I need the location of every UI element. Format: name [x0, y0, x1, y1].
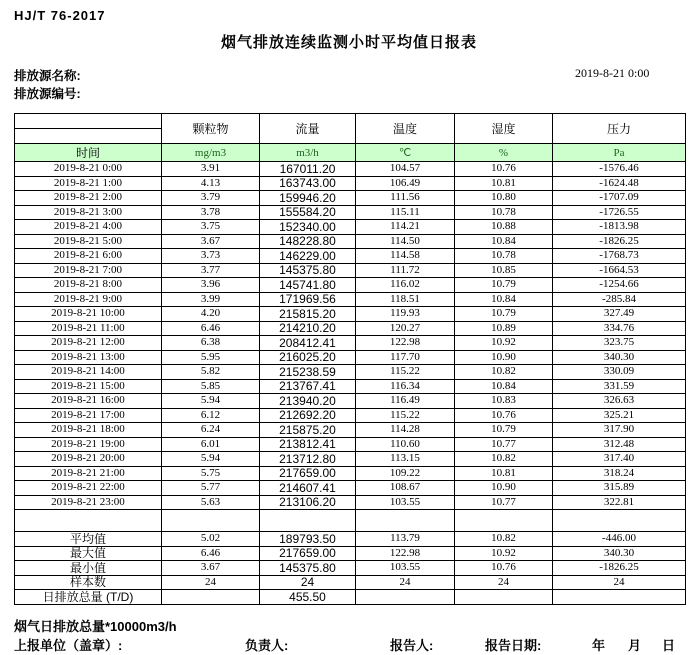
table-cell: 114.58	[356, 249, 455, 264]
table-cell: 208412.41	[260, 336, 356, 351]
year-label: 年	[592, 638, 606, 653]
table-cell: 10.79	[455, 278, 553, 293]
table-cell: -1826.25	[553, 234, 686, 249]
report-table-header	[15, 114, 686, 162]
unit-pressure: Pa	[553, 144, 686, 162]
report-table	[14, 113, 686, 605]
table-cell: 115.11	[356, 205, 455, 220]
spacer-body	[15, 510, 686, 532]
table-cell: 2019-8-21 10:00	[15, 307, 162, 322]
table-cell: -285.84	[553, 292, 686, 307]
table-cell: 10.85	[455, 263, 553, 278]
table-cell: 317.90	[553, 423, 686, 438]
table-cell: 5.02	[162, 532, 260, 547]
emission-source-name-label: 排放源名称:	[14, 69, 81, 83]
table-cell: 340.30	[553, 350, 686, 365]
table-cell: 189793.50	[260, 532, 356, 547]
table-cell: -1707.09	[553, 191, 686, 206]
table-cell: 10.89	[455, 321, 553, 336]
table-cell: 4.20	[162, 307, 260, 322]
table-cell: 330.09	[553, 365, 686, 380]
table-cell: -446.00	[553, 532, 686, 547]
table-cell: 2019-8-21 9:00	[15, 292, 162, 307]
hourly-data-row	[15, 292, 686, 307]
table-cell: 327.49	[553, 307, 686, 322]
empty-cell	[455, 510, 553, 532]
table-cell: 5.75	[162, 466, 260, 481]
signature-line	[0, 635, 698, 653]
table-cell: 2019-8-21 23:00	[15, 495, 162, 510]
table-cell: 6.12	[162, 408, 260, 423]
table-cell: 2019-8-21 4:00	[15, 220, 162, 235]
month-label: 月	[628, 638, 642, 653]
page-title: 烟气排放连续监测小时平均值日报表	[220, 34, 477, 51]
table-cell: 3.67	[162, 561, 260, 576]
table-cell: 10.83	[455, 394, 553, 409]
table-cell: 116.34	[356, 379, 455, 394]
table-cell: -1624.48	[553, 176, 686, 191]
table-cell: 10.81	[455, 466, 553, 481]
table-cell: 113.15	[356, 452, 455, 467]
header-empty-cell	[15, 129, 162, 144]
table-cell: 10.81	[455, 176, 553, 191]
table-cell: 155584.20	[260, 205, 356, 220]
table-cell: 110.60	[356, 437, 455, 452]
table-cell: 212692.20	[260, 408, 356, 423]
emission-source-code-label: 排放源编号:	[14, 87, 81, 101]
table-cell: 10.76	[455, 561, 553, 576]
empty-cell	[15, 510, 162, 532]
table-cell: 10.80	[455, 191, 553, 206]
table-cell: -1768.73	[553, 249, 686, 264]
table-cell: 10.79	[455, 307, 553, 322]
table-cell: 日排放总量 (T/D)	[15, 590, 162, 605]
table-cell: 340.30	[553, 546, 686, 561]
table-cell: 2019-8-21 11:00	[15, 321, 162, 336]
table-cell: 103.55	[356, 495, 455, 510]
table-cell: 2019-8-21 22:00	[15, 481, 162, 496]
table-cell: 145375.80	[260, 263, 356, 278]
table-cell: 2019-8-21 15:00	[15, 379, 162, 394]
empty-cell	[553, 510, 686, 532]
hourly-data-row	[15, 191, 686, 206]
table-cell: 24	[553, 575, 686, 590]
table-cell: 5.77	[162, 481, 260, 496]
report-datetime: 2019-8-21 0:00	[575, 66, 650, 80]
table-cell: 217659.00	[260, 546, 356, 561]
table-cell: 3.79	[162, 191, 260, 206]
table-cell: 6.38	[162, 336, 260, 351]
table-cell: 24	[356, 575, 455, 590]
table-cell: -1254.66	[553, 278, 686, 293]
hourly-data-row	[15, 162, 686, 177]
table-cell: 115.22	[356, 365, 455, 380]
table-cell: 5.63	[162, 495, 260, 510]
column-header-flow: 流量	[260, 114, 356, 144]
unit-pm: mg/m3	[162, 144, 260, 162]
table-cell	[553, 590, 686, 605]
unit-flow: m3/h	[260, 144, 356, 162]
table-cell: 24	[455, 575, 553, 590]
table-cell: -1726.55	[553, 205, 686, 220]
table-cell: 10.92	[455, 546, 553, 561]
table-cell: 2019-8-21 17:00	[15, 408, 162, 423]
summary-row	[15, 561, 686, 576]
table-cell: 2019-8-21 1:00	[15, 176, 162, 191]
table-cell: 104.57	[356, 162, 455, 177]
hourly-data-row	[15, 321, 686, 336]
table-cell: 116.02	[356, 278, 455, 293]
table-cell: 6.24	[162, 423, 260, 438]
day-label: 日	[662, 638, 676, 653]
column-header-pm: 颗粒物	[162, 114, 260, 144]
table-cell	[455, 590, 553, 605]
table-cell: 214607.41	[260, 481, 356, 496]
table-cell: 2019-8-21 14:00	[15, 365, 162, 380]
table-cell: 145375.80	[260, 561, 356, 576]
table-cell: 3.99	[162, 292, 260, 307]
table-cell: 3.78	[162, 205, 260, 220]
units-row	[15, 144, 686, 162]
table-cell: 10.84	[455, 379, 553, 394]
table-cell: 24	[260, 575, 356, 590]
table-cell: 214210.20	[260, 321, 356, 336]
hourly-data-row	[15, 234, 686, 249]
table-cell: 322.81	[553, 495, 686, 510]
table-cell: 312.48	[553, 437, 686, 452]
table-cell: 318.24	[553, 466, 686, 481]
table-cell: 213812.41	[260, 437, 356, 452]
table-cell: 323.75	[553, 336, 686, 351]
table-cell: 2019-8-21 13:00	[15, 350, 162, 365]
table-cell: 3.75	[162, 220, 260, 235]
table-cell: 115.22	[356, 408, 455, 423]
table-cell: 3.91	[162, 162, 260, 177]
table-cell: 331.59	[553, 379, 686, 394]
summary-row	[15, 590, 686, 605]
table-cell: 159946.20	[260, 191, 356, 206]
table-cell: 2019-8-21 2:00	[15, 191, 162, 206]
responsible-person-label: 负责人:	[245, 638, 289, 653]
hourly-data-row	[15, 481, 686, 496]
report-unit-label: 上报单位（盖章）:	[14, 638, 123, 653]
table-cell: 5.94	[162, 452, 260, 467]
table-cell: 146229.00	[260, 249, 356, 264]
table-cell: 163743.00	[260, 176, 356, 191]
summary-row	[15, 546, 686, 561]
table-cell: 4.13	[162, 176, 260, 191]
table-cell: 109.22	[356, 466, 455, 481]
table-cell: 216025.20	[260, 350, 356, 365]
empty-cell	[162, 510, 260, 532]
table-cell: 2019-8-21 3:00	[15, 205, 162, 220]
table-cell: 122.98	[356, 336, 455, 351]
header-empty-cell	[15, 114, 162, 129]
hourly-data-row	[15, 278, 686, 293]
hourly-data-row	[15, 394, 686, 409]
column-header-temperature: 温度	[356, 114, 455, 144]
table-cell: 10.76	[455, 408, 553, 423]
table-cell: 114.21	[356, 220, 455, 235]
table-cell: 455.50	[260, 590, 356, 605]
table-cell: 167011.20	[260, 162, 356, 177]
hourly-data-row	[15, 365, 686, 380]
table-cell: 111.72	[356, 263, 455, 278]
table-cell: 118.51	[356, 292, 455, 307]
table-cell: 2019-8-21 20:00	[15, 452, 162, 467]
table-cell: 2019-8-21 19:00	[15, 437, 162, 452]
table-cell: 2019-8-21 8:00	[15, 278, 162, 293]
hourly-data-body	[15, 162, 686, 510]
table-cell: 2019-8-21 7:00	[15, 263, 162, 278]
table-cell: 6.46	[162, 546, 260, 561]
table-cell: 317.40	[553, 452, 686, 467]
hourly-data-row	[15, 205, 686, 220]
table-cell: 106.49	[356, 176, 455, 191]
table-cell: 6.46	[162, 321, 260, 336]
hourly-data-row	[15, 220, 686, 235]
table-cell: 24	[162, 575, 260, 590]
unit-humidity: %	[455, 144, 553, 162]
table-cell: 10.90	[455, 350, 553, 365]
hourly-data-row	[15, 336, 686, 351]
table-cell: 152340.00	[260, 220, 356, 235]
hourly-data-row	[15, 408, 686, 423]
unit-temperature: ℃	[356, 144, 455, 162]
summary-row	[15, 532, 686, 547]
table-cell: 2019-8-21 0:00	[15, 162, 162, 177]
table-cell: 113.79	[356, 532, 455, 547]
hourly-data-row	[15, 379, 686, 394]
table-cell: 10.78	[455, 249, 553, 264]
time-column-header: 时间	[15, 144, 162, 162]
table-cell: 2019-8-21 18:00	[15, 423, 162, 438]
table-cell: 215875.20	[260, 423, 356, 438]
table-cell: 10.79	[455, 423, 553, 438]
table-cell: 3.67	[162, 234, 260, 249]
table-cell: 2019-8-21 16:00	[15, 394, 162, 409]
table-cell: 108.67	[356, 481, 455, 496]
table-cell: 114.50	[356, 234, 455, 249]
column-header-pressure: 压力	[553, 114, 686, 144]
hourly-data-row	[15, 307, 686, 322]
summary-body	[15, 532, 686, 605]
table-cell: 122.98	[356, 546, 455, 561]
table-cell: 215815.20	[260, 307, 356, 322]
table-cell: 10.77	[455, 437, 553, 452]
table-cell: 2019-8-21 12:00	[15, 336, 162, 351]
table-cell: -1664.53	[553, 263, 686, 278]
table-cell: 6.01	[162, 437, 260, 452]
table-cell: 148228.80	[260, 234, 356, 249]
table-cell: 10.84	[455, 234, 553, 249]
table-cell: 325.21	[553, 408, 686, 423]
hourly-data-row	[15, 423, 686, 438]
table-cell: 111.56	[356, 191, 455, 206]
hourly-data-row	[15, 452, 686, 467]
table-cell: 5.95	[162, 350, 260, 365]
table-cell: 119.93	[356, 307, 455, 322]
table-cell: 2019-8-21 5:00	[15, 234, 162, 249]
table-cell: 2019-8-21 6:00	[15, 249, 162, 264]
table-cell: 样本数	[15, 575, 162, 590]
table-cell	[162, 590, 260, 605]
table-cell: 10.76	[455, 162, 553, 177]
reporter-label: 报告人:	[390, 638, 434, 653]
table-cell: 10.88	[455, 220, 553, 235]
table-cell: 213106.20	[260, 495, 356, 510]
table-cell: -1813.98	[553, 220, 686, 235]
hourly-data-row	[15, 263, 686, 278]
table-cell: 3.77	[162, 263, 260, 278]
table-cell: -1576.46	[553, 162, 686, 177]
table-cell: 315.89	[553, 481, 686, 496]
empty-cell	[260, 510, 356, 532]
column-header-humidity: 湿度	[455, 114, 553, 144]
hourly-data-row	[15, 176, 686, 191]
table-cell: 10.82	[455, 452, 553, 467]
hourly-data-row	[15, 437, 686, 452]
table-cell: 最大值	[15, 546, 162, 561]
table-cell: 120.27	[356, 321, 455, 336]
table-cell: 5.94	[162, 394, 260, 409]
table-cell: 10.92	[455, 336, 553, 351]
table-cell: 10.84	[455, 292, 553, 307]
table-cell: 145741.80	[260, 278, 356, 293]
table-cell: 10.78	[455, 205, 553, 220]
table-cell: 117.70	[356, 350, 455, 365]
header-row-top	[15, 114, 686, 129]
table-cell: 213712.80	[260, 452, 356, 467]
empty-cell	[356, 510, 455, 532]
table-cell: 213940.20	[260, 394, 356, 409]
table-cell: 213767.41	[260, 379, 356, 394]
table-cell: 217659.00	[260, 466, 356, 481]
table-cell: 平均值	[15, 532, 162, 547]
table-cell: 103.55	[356, 561, 455, 576]
table-cell: 最小值	[15, 561, 162, 576]
standard-number: HJ/T 76-2017	[14, 8, 106, 23]
table-cell: 2019-8-21 21:00	[15, 466, 162, 481]
flow-total-note: 烟气日排放总量*10000m3/h	[14, 619, 177, 634]
hourly-data-row	[15, 466, 686, 481]
table-cell: 10.82	[455, 532, 553, 547]
table-cell: 171969.56	[260, 292, 356, 307]
table-cell	[356, 590, 455, 605]
table-cell: 10.90	[455, 481, 553, 496]
hourly-data-row	[15, 350, 686, 365]
table-cell: 3.73	[162, 249, 260, 264]
hourly-data-row	[15, 249, 686, 264]
hourly-data-row	[15, 495, 686, 510]
table-cell: 326.63	[553, 394, 686, 409]
table-cell: 5.82	[162, 365, 260, 380]
report-date-label: 报告日期:	[485, 638, 542, 653]
table-cell: 116.49	[356, 394, 455, 409]
table-cell: 114.28	[356, 423, 455, 438]
table-cell: 3.96	[162, 278, 260, 293]
table-cell: 215238.59	[260, 365, 356, 380]
table-cell: -1826.25	[553, 561, 686, 576]
table-cell: 5.85	[162, 379, 260, 394]
spacer-row	[15, 510, 686, 532]
summary-row	[15, 575, 686, 590]
table-cell: 334.76	[553, 321, 686, 336]
table-cell: 10.82	[455, 365, 553, 380]
table-cell: 10.77	[455, 495, 553, 510]
